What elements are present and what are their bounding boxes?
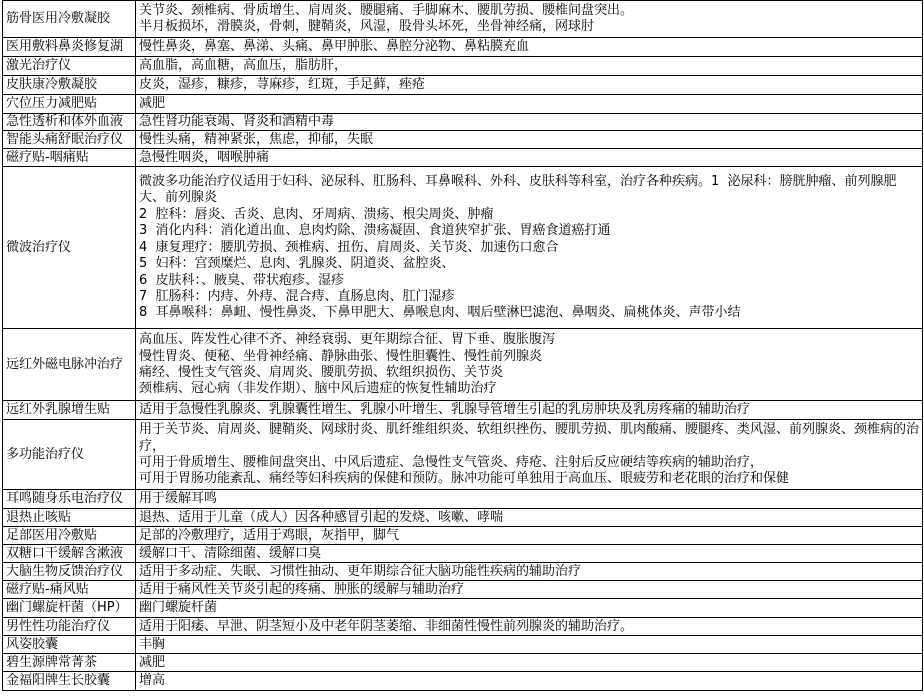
- table-row: [3, 114, 923, 131]
- indication-cell[interactable]: 幽门螺旋杆菌: [136, 599, 923, 618]
- indication-cell[interactable]: 丰胸: [136, 636, 923, 654]
- product-name-cell[interactable]: 急性透析和体外血液: [3, 114, 136, 131]
- indication-cell[interactable]: 慢性鼻炎，鼻塞、鼻涕、头痛、鼻甲肿胀、鼻腔分泌物、鼻粘膜充血: [136, 38, 923, 57]
- indication-cell[interactable]: 减肥: [136, 654, 923, 672]
- table-row: [3, 95, 923, 114]
- table-row: [3, 76, 923, 95]
- indication-cell[interactable]: 缓解口干、清除细菌、缓解口臭: [136, 545, 923, 563]
- indication-cell[interactable]: 适用于急慢性乳腺炎、乳腺囊性增生、乳腺小叶增生、乳腺导管增生引起的乳房肿块及乳房疼痛的辅助治疗: [136, 401, 923, 420]
- product-name-cell[interactable]: 激光治疗仪: [3, 57, 136, 76]
- product-name-cell[interactable]: 碧生源牌常菁茶: [3, 654, 136, 672]
- product-name-cell[interactable]: 男性性功能治疗仪: [3, 618, 136, 636]
- table-row: [3, 1, 923, 38]
- product-name-cell[interactable]: 磁疗贴-咽痛贴: [3, 149, 136, 167]
- table-row: [3, 636, 923, 654]
- table-row: [3, 490, 923, 509]
- product-name-cell[interactable]: 双糖口干缓解含漱液: [3, 545, 136, 563]
- indication-cell[interactable]: 用于关节炎、肩周炎、腱鞘炎、网球肘炎、肌纤维组织炎、软组织挫伤、腰肌劳损、肌肉酸痛、腰腿疼、类风湿、前列腺炎、颈椎病的治疗， 可用于骨质增生、腰椎间盘突出、中风后遗症、急慢性支气管炎、痔疮、注射后反应硬结等疾病的辅助治疗， 可用于胃肠功能紊乱、痛经等妇科疾病的保健和预防。脉冲功能可单独用于高血压、眼疲劳和老花眼的治疗和保健: [136, 420, 923, 490]
- indication-cell[interactable]: 适用于阳痿、早泄、阴茎短小及中老年阴茎萎缩、非细菌性慢性前列腺炎的辅助治疗。: [136, 618, 923, 636]
- table-row: [3, 149, 923, 167]
- indication-cell[interactable]: 用于缓解耳鸣: [136, 490, 923, 509]
- indication-cell[interactable]: 退热、适用于儿童（成人）因各种感冒引起的发烧、咳嗽、哮喘: [136, 509, 923, 527]
- product-name-cell[interactable]: 风姿胶囊: [3, 636, 136, 654]
- indication-cell[interactable]: 皮炎，湿疹，糠疹，荨麻疹，红斑，手足藓，痤疮: [136, 76, 923, 95]
- product-name-cell[interactable]: 足部医用冷敷贴: [3, 527, 136, 545]
- table-row: [3, 509, 923, 527]
- indication-cell[interactable]: 适用于多动症、失眠、习惯性抽动、更年期综合征大脑功能性疾病的辅助治疗: [136, 563, 923, 581]
- indication-cell[interactable]: 减肥: [136, 95, 923, 114]
- product-name-cell[interactable]: 远红外磁电脉冲治疗: [3, 329, 136, 401]
- indication-cell[interactable]: 急性肾功能衰竭、肾炎和酒精中毒: [136, 114, 923, 131]
- product-name-cell[interactable]: 医用敷料鼻炎修复湖: [3, 38, 136, 57]
- product-name-cell[interactable]: 幽门螺旋杆菌（HP）: [3, 599, 136, 618]
- table-row: [3, 618, 923, 636]
- table-row: [3, 57, 923, 76]
- product-name-cell[interactable]: 筋骨医用冷敷凝胶: [3, 1, 136, 38]
- indication-cell[interactable]: 足部的冷敷理疗，适用于鸡眼，灰指甲，脚气: [136, 527, 923, 545]
- product-name-cell[interactable]: 穴位压力减肥贴: [3, 95, 136, 114]
- indication-cell[interactable]: 慢性头痛，精神紧张，焦虑，抑郁，失眠: [136, 131, 923, 149]
- table-row: [3, 563, 923, 581]
- table-row: [3, 420, 923, 490]
- product-name-cell[interactable]: 磁疗贴-痛风贴: [3, 581, 136, 599]
- table-row: [3, 599, 923, 618]
- product-name-cell[interactable]: 金福阳牌生长胶囊: [3, 672, 136, 691]
- product-table: [2, 0, 923, 691]
- product-name-cell[interactable]: 多功能治疗仪: [3, 420, 136, 490]
- table-body: [3, 1, 923, 691]
- product-name-cell[interactable]: 微波治疗仪: [3, 167, 136, 329]
- indication-cell[interactable]: 微波多功能治疗仪适用于妇科、泌尿科、肛肠科、耳鼻喉科、外科、皮肤科等科室，治疗各种疾病。1 泌尿科：膀胱肿瘤、前列腺肥大、前列腺炎 2 腔科：唇炎、舌炎、息肉、牙周病、溃疡、根尖周炎、肿瘤 3 消化内科：消化道出血、息肉灼除、溃疡凝固、食道狭窄扩张、胃癌食道癌打通 4 康复理疗：腰肌劳损、颈椎病、扭伤、肩周炎、关节炎、加速伤口愈合 5 妇科：宫颈糜烂、息肉、乳腺炎、阴道炎、盆腔炎、 6 皮肤科：、腋臭、带状疱疹、湿疹 7 肛肠科：内痔、外痔、混合痔、直肠息肉、肛门湿疹 8 耳鼻喉科：鼻衄、慢性鼻炎、下鼻甲肥大、鼻喉息肉、咽后壁淋巴滤泡、鼻咽炎、扁桃体炎、声带小结: [136, 167, 923, 329]
- indication-cell[interactable]: 高血脂，高血糖，高血压，脂肪肝，: [136, 57, 923, 76]
- product-name-cell[interactable]: 退热止咳贴: [3, 509, 136, 527]
- table-row: [3, 167, 923, 329]
- indication-cell[interactable]: 关节炎、颈椎病、骨质增生、肩周炎、腰腿痛、手脚麻木、腰肌劳损、腰椎间盘突出。 半月板损坏，滑膜炎，骨刺，腱鞘炎，风湿，股骨头坏死，坐骨神经痛，网球肘: [136, 1, 923, 38]
- table-row: [3, 672, 923, 691]
- table-row: [3, 38, 923, 57]
- product-name-cell[interactable]: 皮肤康冷敷凝胶: [3, 76, 136, 95]
- table-row: [3, 654, 923, 672]
- indication-cell[interactable]: 增高: [136, 672, 923, 691]
- product-name-cell[interactable]: 智能头痛舒眠治疗仪: [3, 131, 136, 149]
- indication-cell[interactable]: 急慢性咽炎，咽喉肿痛: [136, 149, 923, 167]
- table-row: [3, 329, 923, 401]
- indication-cell[interactable]: 高血压、阵发性心律不齐、神经衰弱、更年期综合征、胃下垂、腹胀腹泻 慢性胃炎、便秘、坐骨神经痛、静脉曲张、慢性胆囊性、慢性前列腺炎 痛经、慢性支气管炎、肩周炎、腰肌劳损、软组织损伤、关节炎 颈椎病、冠心病（非发作期）、脑中风后遗症的恢复性辅助治疗: [136, 329, 923, 401]
- product-name-cell[interactable]: 耳鸣随身乐电治疗仪: [3, 490, 136, 509]
- product-name-cell[interactable]: 大脑生物反馈治疗仪: [3, 563, 136, 581]
- table-row: [3, 545, 923, 563]
- product-name-cell[interactable]: 远红外乳腺增生贴: [3, 401, 136, 420]
- table-row: [3, 131, 923, 149]
- table-row: [3, 581, 923, 599]
- table-row: [3, 401, 923, 420]
- indication-cell[interactable]: 适用于痛风性关节炎引起的疼痛、肿胀的缓解与辅助治疗: [136, 581, 923, 599]
- table-row: [3, 527, 923, 545]
